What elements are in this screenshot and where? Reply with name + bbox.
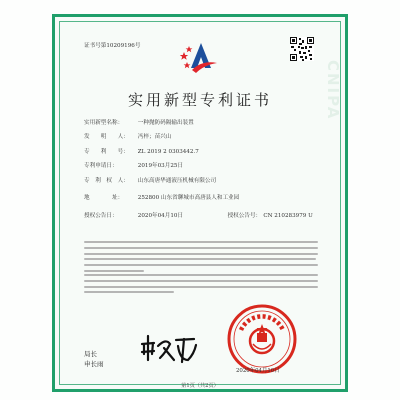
field-value: 一种抛防码隔输出装置 [137,120,194,126]
cnipa-emblem-icon [178,40,222,80]
certificate-number: 证书号第10209196号 [84,43,141,49]
field-address [84,193,239,201]
signer-title: 局长 [84,350,97,358]
field-label: 发 明 人： [84,134,129,140]
qr-code-icon [290,37,314,61]
watermark: CNIPA [324,60,342,121]
field-label: 实用新型名称： [84,120,124,126]
field-inventor [84,132,171,140]
seal-date: 2020年04月10日 [236,368,280,374]
field-value: 山东高唐华通液压机械有限公司 [137,178,217,184]
field-value: CN 210283979 U [263,213,313,219]
field-label: 专 利 号： [84,149,129,155]
field-label: 专利申请日： [84,163,118,169]
field-patent-number [84,147,199,155]
field-patentee [84,176,216,184]
field-value: 2020年04月10日 [137,213,184,219]
field-utility-model-name [84,118,194,126]
signer-name: 申长雨 [84,360,104,368]
field-value: 冯梓；苗兴山 [137,134,172,140]
legal-paragraph-1 [84,241,318,276]
legal-paragraph-2 [84,274,318,297]
field-value: 2019年03月25日 [137,163,184,169]
field-label: 地 址： [84,195,124,201]
handwritten-signature [136,330,200,370]
field-label: 授权公告号： [227,213,262,219]
page-number: 第1页（共2页） [181,383,219,389]
certificate-title: 实用新型专利证书 [127,91,272,109]
official-seal [227,304,297,374]
field-announcement [84,211,313,219]
field-label: 专 利 权 人： [84,178,129,184]
field-label: 授权公告日： [84,213,118,219]
field-value: ZL 2019 2 0303442.7 [137,149,199,155]
field-value: 252800 山东省聊城市高唐县人和工业园 [137,195,240,201]
field-filing-date [84,161,183,169]
